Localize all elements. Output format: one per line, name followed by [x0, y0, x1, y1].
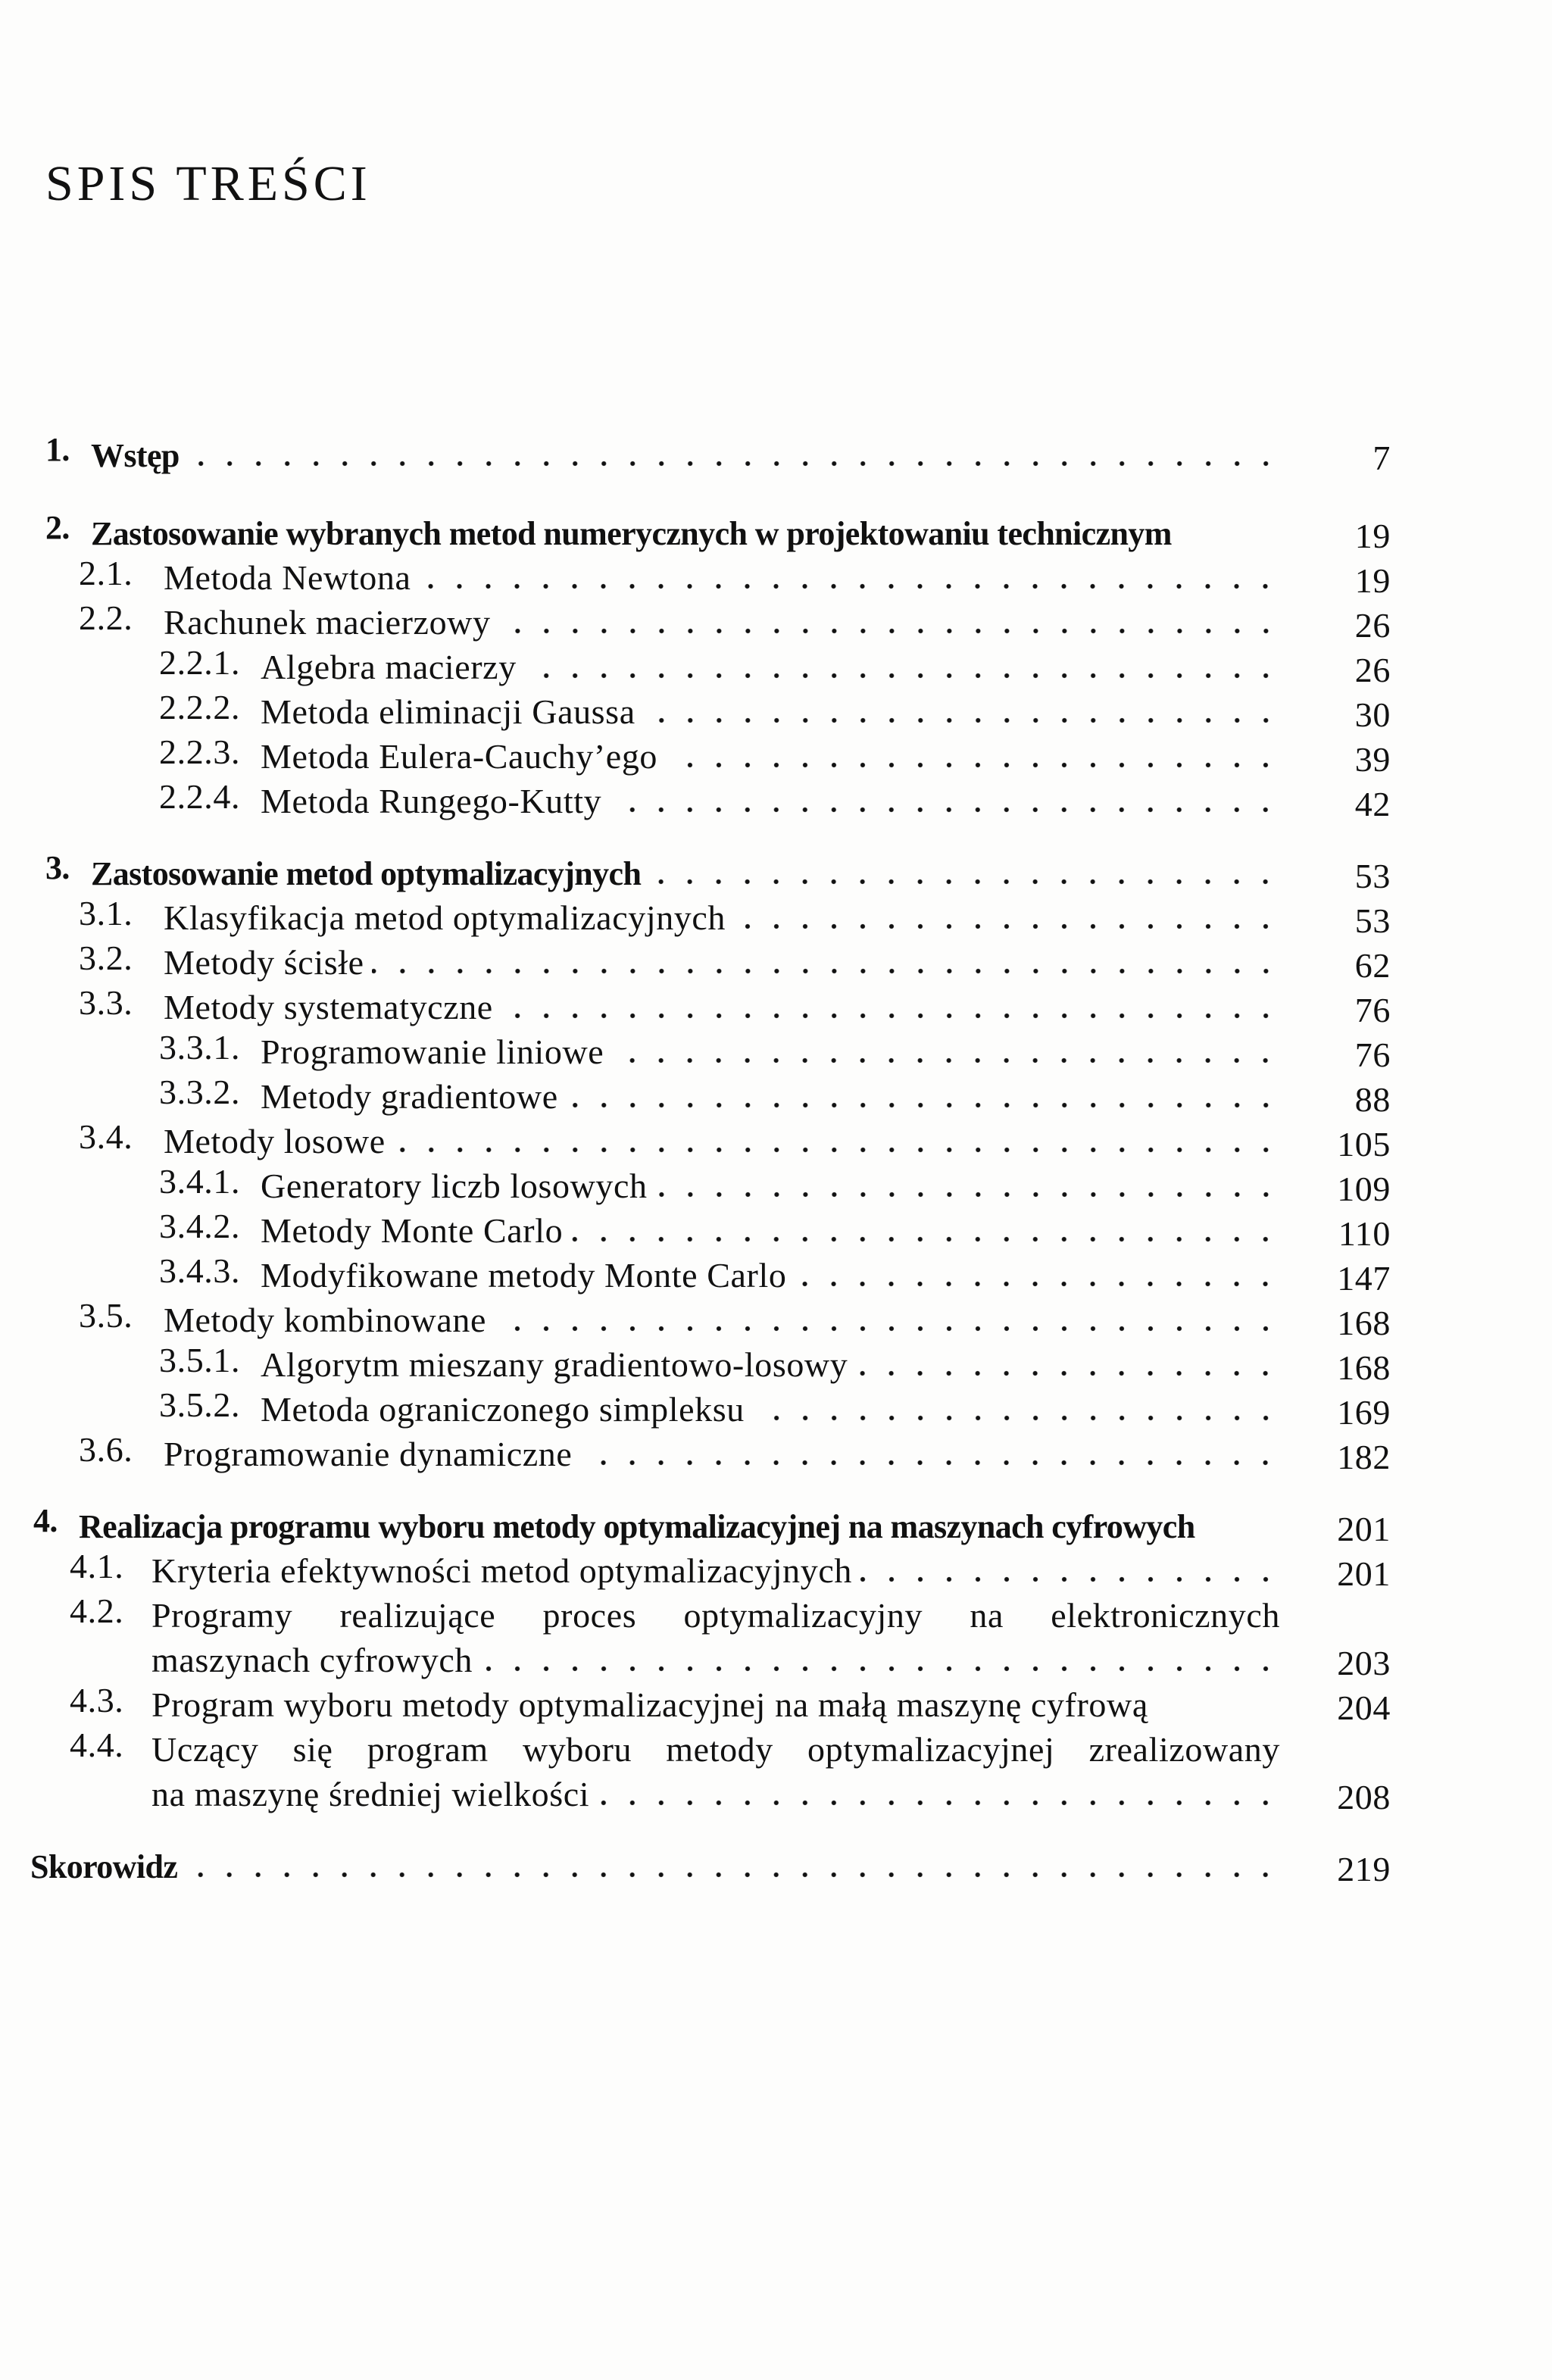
- page-number: 201: [1337, 1510, 1391, 1548]
- dot-leader: [372, 938, 1280, 982]
- dot-leader: [794, 1251, 1280, 1295]
- toc-entry[interactable]: [0, 1117, 1552, 1161]
- toc-entry[interactable]: [0, 553, 1552, 598]
- entry-number: 2.2.: [79, 598, 133, 637]
- dot-leader: [393, 1117, 1280, 1161]
- page-number: 201: [1337, 1554, 1391, 1593]
- dot-leader: [665, 732, 1280, 776]
- entry-title-wrap: [164, 893, 1280, 938]
- page-number: 168: [1337, 1304, 1391, 1342]
- entry-title: Generatory liczb losowych: [261, 1167, 648, 1205]
- entry-title: Skorowidz: [30, 1848, 178, 1885]
- entry-title-wrap: [151, 1769, 1280, 1814]
- entry-title: Wstęp: [91, 437, 180, 474]
- toc-entry[interactable]: [0, 1072, 1552, 1117]
- toc-entry[interactable]: [0, 1501, 1552, 1546]
- page-number: 62: [1354, 946, 1391, 985]
- toc-entry[interactable]: [0, 1340, 1552, 1385]
- entry-number: 3.5.2.: [159, 1385, 241, 1424]
- entry-title-wrap: [164, 1429, 1280, 1474]
- dot-leader: [643, 687, 1280, 732]
- entry-title: Metody gradientowe: [261, 1077, 558, 1116]
- page-number: 19: [1354, 517, 1391, 555]
- entry-title-wrap: [91, 430, 1280, 475]
- entry-title: Metoda ograniczonego simpleksu: [261, 1390, 745, 1429]
- entry-number: 4.4.: [70, 1726, 124, 1764]
- page-number: 42: [1354, 785, 1391, 823]
- toc-entry[interactable]: [0, 1206, 1552, 1251]
- page-number: 30: [1354, 695, 1391, 734]
- page-title: SPIS TREŚCI: [45, 156, 371, 211]
- dot-leader: [609, 776, 1280, 821]
- toc-entry[interactable]: [0, 1385, 1552, 1432]
- dot-leader: [185, 1841, 1280, 1886]
- entry-number: 4.: [33, 1502, 58, 1539]
- entry-title: Programowanie liniowe: [261, 1032, 604, 1071]
- entry-number: 3.4.3.: [159, 1251, 241, 1290]
- entry-title-wrap: [261, 1027, 1280, 1072]
- entry-title-wrap: [261, 642, 1280, 687]
- entry-number: 4.2.: [70, 1591, 124, 1630]
- toc-entry[interactable]: [0, 1769, 1552, 1814]
- toc-entry[interactable]: [0, 1295, 1552, 1340]
- toc-entry[interactable]: [0, 732, 1552, 779]
- toc-entry-line[interactable]: [0, 1725, 1552, 1769]
- toc-entry[interactable]: [0, 642, 1552, 687]
- entry-number: 3.4.: [79, 1117, 133, 1156]
- entry-number: 3.6.: [79, 1430, 133, 1469]
- entry-title: Rachunek macierzowy: [164, 603, 491, 642]
- entry-title: na maszynę średniej wielkości: [151, 1775, 590, 1813]
- toc-entry[interactable]: [0, 893, 1552, 938]
- page-number: 182: [1337, 1438, 1391, 1476]
- toc-entry-line[interactable]: [0, 1591, 1552, 1635]
- dot-leader: [611, 1027, 1280, 1072]
- entry-title-wrap: [151, 1546, 1280, 1591]
- entry-title: Algorytm mieszany gradientowo-losowy: [261, 1345, 848, 1384]
- dot-leader: [860, 1546, 1280, 1591]
- toc-entry[interactable]: [0, 1251, 1552, 1298]
- page-number: 53: [1354, 857, 1391, 895]
- entry-number: 2.2.4.: [159, 777, 241, 816]
- dot-leader: [418, 553, 1280, 598]
- toc-entry[interactable]: [0, 848, 1552, 893]
- entry-title-wrap: [261, 687, 1280, 732]
- entry-number: 3.4.2.: [159, 1207, 241, 1245]
- entry-title: Metoda Newtona: [164, 558, 411, 597]
- page-number: 76: [1354, 991, 1391, 1029]
- page-number: 169: [1337, 1393, 1391, 1432]
- page-number: 26: [1354, 651, 1391, 689]
- page-number: 204: [1337, 1688, 1391, 1727]
- entry-number: 4.1.: [70, 1547, 124, 1585]
- dot-leader: [570, 1206, 1280, 1251]
- page-number: 105: [1337, 1125, 1391, 1163]
- entry-title: Klasyfikacja metod optymalizacyjnych: [164, 898, 726, 937]
- page-number: 88: [1354, 1080, 1391, 1119]
- entry-title: Metody ścisłe: [164, 943, 364, 982]
- toc-entry[interactable]: [0, 598, 1552, 645]
- page-number: 76: [1354, 1035, 1391, 1074]
- entry-title-wrap: [164, 982, 1280, 1027]
- dot-leader: [187, 430, 1280, 475]
- entry-number: 3.2.: [79, 939, 133, 977]
- entry-title-wrap: [79, 1501, 1403, 1546]
- entry-title: Programowanie dynamiczne: [164, 1435, 573, 1473]
- entry-title: Program wyboru metody optymalizacyjnej na małą maszynę cyfrową: [151, 1685, 1148, 1724]
- entry-title: Zastosowanie metod optymalizacyjnych: [91, 855, 642, 892]
- toc-entry[interactable]: [0, 982, 1552, 1027]
- dot-leader: [655, 1161, 1280, 1206]
- entry-number: 2.: [45, 509, 70, 546]
- page-number: 203: [1337, 1644, 1391, 1682]
- entry-number: 2.2.3.: [159, 732, 241, 771]
- entry-number: 3.1.: [79, 894, 133, 932]
- page-number: 219: [1337, 1850, 1391, 1888]
- entry-title-wrap: [261, 1385, 1280, 1429]
- page-number: 147: [1337, 1259, 1391, 1298]
- entry-title: Metody systematyczne: [164, 988, 493, 1026]
- entry-title-wrap: [261, 1161, 1280, 1206]
- dot-leader: [752, 1385, 1280, 1429]
- entry-title: Uczący się program wyboru metody optymalizacyjnej zrealizowany: [151, 1730, 1280, 1769]
- entry-number: 3.3.1.: [159, 1028, 241, 1067]
- entry-title-wrap: [261, 1251, 1280, 1295]
- page-number: 208: [1337, 1778, 1391, 1816]
- entry-number: 3.3.: [79, 983, 133, 1022]
- entry-number: 3.5.1.: [159, 1341, 241, 1379]
- page-number: 26: [1354, 606, 1391, 645]
- dot-leader: [597, 1769, 1280, 1814]
- entry-title-wrap: [164, 938, 1280, 982]
- entry-title-wrap: [261, 1072, 1280, 1117]
- toc-entry[interactable]: [0, 430, 1552, 475]
- page-number: 168: [1337, 1348, 1391, 1387]
- entry-number: 4.3.: [70, 1681, 124, 1719]
- toc-entry[interactable]: [0, 1635, 1552, 1680]
- entry-title: Programy realizujące proces optymalizacyjny na elektronicznych: [151, 1596, 1280, 1635]
- entry-number: 3.4.1.: [159, 1162, 241, 1201]
- toc-entry[interactable]: [0, 1161, 1552, 1206]
- entry-title-wrap: [151, 1680, 1403, 1725]
- page-number: 109: [1337, 1170, 1391, 1208]
- entry-title-wrap: [164, 598, 1280, 642]
- page-number: 7: [1372, 439, 1391, 477]
- table-of-contents: [0, 430, 1552, 1886]
- dot-leader: [855, 1340, 1280, 1385]
- entry-title: Metody Monte Carlo: [261, 1211, 564, 1250]
- entry-title: Kryteria efektywności metod optymalizacyjnych: [151, 1551, 852, 1590]
- toc-entry[interactable]: [0, 687, 1552, 732]
- toc-entry[interactable]: [0, 1841, 1552, 1886]
- entry-number: 3.3.2.: [159, 1073, 241, 1111]
- toc-entry[interactable]: [0, 1429, 1552, 1474]
- entry-title-wrap: [164, 1295, 1280, 1340]
- toc-entry[interactable]: [0, 1027, 1552, 1072]
- toc-entry[interactable]: [0, 1680, 1552, 1725]
- entry-title: Metoda eliminacji Gaussa: [261, 692, 635, 731]
- entry-number: 2.2.2.: [159, 688, 241, 726]
- entry-title: Algebra macierzy: [261, 648, 517, 686]
- entry-title: Metody kombinowane: [164, 1301, 487, 1339]
- entry-number: 2.1.: [79, 554, 133, 592]
- entry-title: Metoda Eulera-Cauchy’ego: [261, 737, 658, 776]
- entry-number: 2.2.1.: [159, 643, 241, 682]
- entry-number: 3.5.: [79, 1296, 133, 1335]
- entry-title: Metoda Rungego-Kutty: [261, 782, 602, 820]
- entry-title-wrap: [261, 776, 1280, 821]
- dot-leader: [494, 1295, 1280, 1340]
- toc-entry[interactable]: [0, 938, 1552, 985]
- entry-number: 3.: [45, 849, 70, 886]
- entry-title-wrap: [30, 1841, 1280, 1886]
- entry-title: maszynach cyfrowych: [151, 1641, 473, 1679]
- entry-title: Modyfikowane metody Monte Carlo: [261, 1256, 787, 1295]
- page-number: 110: [1338, 1214, 1391, 1253]
- toc-entry[interactable]: [0, 1546, 1552, 1591]
- dot-leader: [501, 982, 1280, 1027]
- entry-title-wrap: [91, 508, 1403, 553]
- dot-leader: [498, 598, 1280, 642]
- page-number: 53: [1354, 901, 1391, 940]
- entry-title-wrap: [164, 1117, 1280, 1161]
- dot-leader: [648, 848, 1280, 893]
- entry-title-wrap: [164, 553, 1280, 598]
- dot-leader: [579, 1429, 1280, 1474]
- page-number: 39: [1354, 740, 1391, 779]
- dot-leader: [733, 893, 1280, 938]
- page-number: 19: [1354, 561, 1391, 600]
- entry-title: Metody losowe: [164, 1122, 386, 1160]
- entry-title-wrap: [261, 1340, 1280, 1385]
- entry-title-wrap: [261, 1206, 1280, 1251]
- toc-entry[interactable]: [0, 776, 1552, 821]
- dot-leader: [566, 1072, 1280, 1117]
- dot-leader: [480, 1635, 1280, 1680]
- entry-title-wrap: [151, 1591, 1280, 1635]
- entry-title-wrap: [91, 848, 1280, 893]
- dot-leader: [524, 642, 1280, 687]
- entry-title-wrap: [151, 1635, 1280, 1680]
- toc-entry[interactable]: [0, 508, 1552, 553]
- entry-title: Zastosowanie wybranych metod numerycznych w projektowaniu technicznym: [91, 515, 1172, 552]
- entry-number: 1.: [45, 431, 70, 468]
- entry-title-wrap: [151, 1725, 1280, 1769]
- entry-title: Realizacja programu wyboru metody optymalizacyjnej na maszynach cyfrowych: [79, 1508, 1195, 1545]
- entry-title-wrap: [261, 732, 1280, 776]
